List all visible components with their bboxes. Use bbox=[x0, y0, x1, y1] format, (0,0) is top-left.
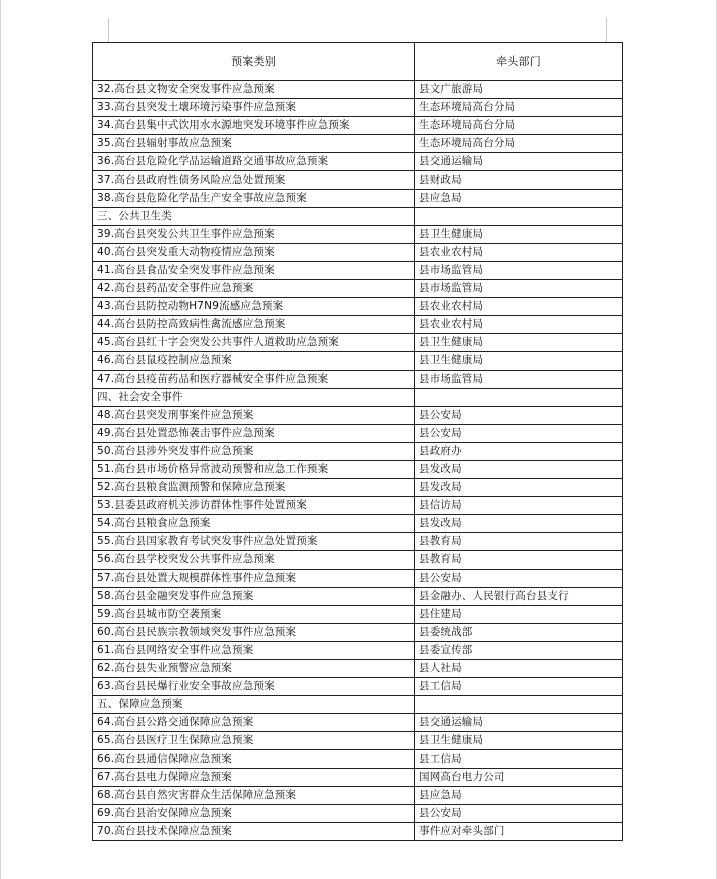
table-row bbox=[93, 370, 623, 388]
plan-name-cell: 49.高台县处置恐怖袭击事件应急预案 bbox=[93, 424, 415, 442]
lead-department-cell: 县教育局 bbox=[415, 551, 623, 569]
plan-name-cell: 61.高台县网络安全事件应急预案 bbox=[93, 641, 415, 659]
emergency-plan-table bbox=[92, 42, 623, 841]
lead-department-cell: 县卫生健康局 bbox=[415, 225, 623, 243]
plan-name-cell: 60.高台县民族宗教领域突发事件应急预案 bbox=[93, 623, 415, 641]
section-title: 五、保障应急预案 bbox=[93, 696, 415, 714]
lead-department-cell: 县工信局 bbox=[415, 678, 623, 696]
lead-department-cell: 县公安局 bbox=[415, 804, 623, 822]
lead-department-cell: 县发改局 bbox=[415, 479, 623, 497]
lead-department-cell: 县工信局 bbox=[415, 750, 623, 768]
table-row bbox=[93, 515, 623, 533]
plan-name-cell: 32.高台县文物安全突发事件应急预案 bbox=[93, 81, 415, 99]
table-row bbox=[93, 225, 623, 243]
lead-department-cell: 县委统战部 bbox=[415, 623, 623, 641]
plan-name-cell: 63.高台县民爆行业安全事故应急预案 bbox=[93, 678, 415, 696]
header-lead-department: 牵头部门 bbox=[415, 43, 623, 81]
plan-name-cell: 58.高台县金融突发事件应急预案 bbox=[93, 587, 415, 605]
plan-name-cell: 51.高台县市场价格异常波动预警和应急工作预案 bbox=[93, 460, 415, 478]
plan-name-cell: 39.高台县突发公共卫生事件应急预案 bbox=[93, 225, 415, 243]
lead-department-cell: 县农业农村局 bbox=[415, 243, 623, 261]
table-row bbox=[93, 714, 623, 732]
header-plan-category: 预案类别 bbox=[93, 43, 415, 81]
lead-department-cell: 县交通运输局 bbox=[415, 153, 623, 171]
plan-name-cell: 47.高台县疫苗药品和医疗器械安全事件应急预案 bbox=[93, 370, 415, 388]
lead-department-cell: 生态环境局高台分局 bbox=[415, 117, 623, 135]
table-body bbox=[93, 81, 623, 841]
table-row bbox=[93, 587, 623, 605]
plan-name-cell: 36.高台县危险化学品运输道路交通事故应急预案 bbox=[93, 153, 415, 171]
lead-department-cell: 县市场监管局 bbox=[415, 280, 623, 298]
lead-department-cell bbox=[415, 696, 623, 714]
lead-department-cell bbox=[415, 388, 623, 406]
table-row bbox=[93, 660, 623, 678]
lead-department-cell: 县农业农村局 bbox=[415, 316, 623, 334]
lead-department-cell: 县应急局 bbox=[415, 189, 623, 207]
table-row bbox=[93, 316, 623, 334]
table-row bbox=[93, 533, 623, 551]
table-row bbox=[93, 261, 623, 279]
table-row bbox=[93, 479, 623, 497]
lead-department-cell: 县发改局 bbox=[415, 515, 623, 533]
plan-name-cell: 43.高台县防控动物H7N9流感应急预案 bbox=[93, 298, 415, 316]
lead-department-cell: 县市场监管局 bbox=[415, 261, 623, 279]
plan-name-cell: 68.高台县自然灾害群众生活保障应急预案 bbox=[93, 786, 415, 804]
plan-name-cell: 34.高台县集中式饮用水水源地突发环境事件应急预案 bbox=[93, 117, 415, 135]
table-row bbox=[93, 460, 623, 478]
lead-department-cell: 生态环境局高台分局 bbox=[415, 135, 623, 153]
plan-name-cell: 33.高台县突发土壤环境污染事件应急预案 bbox=[93, 99, 415, 117]
plan-name-cell: 45.高台县红十字会突发公共事件人道救助应急预案 bbox=[93, 334, 415, 352]
plan-name-cell: 66.高台县通信保障应急预案 bbox=[93, 750, 415, 768]
plan-name-cell: 38.高台县危险化学品生产安全事故应急预案 bbox=[93, 189, 415, 207]
plan-name-cell: 42.高台县药品安全事件应急预案 bbox=[93, 280, 415, 298]
table-row bbox=[93, 768, 623, 786]
plan-name-cell: 37.高台县政府性债务风险应急处置预案 bbox=[93, 171, 415, 189]
plan-name-cell: 67.高台县电力保障应急预案 bbox=[93, 768, 415, 786]
lead-department-cell bbox=[415, 207, 623, 225]
plan-name-cell: 64.高台县公路交通保障应急预案 bbox=[93, 714, 415, 732]
plan-name-cell: 53.县委县政府机关涉访群体性事件处置预案 bbox=[93, 497, 415, 515]
lead-department-cell: 县公安局 bbox=[415, 569, 623, 587]
lead-department-cell: 县农业农村局 bbox=[415, 298, 623, 316]
lead-department-cell: 县卫生健康局 bbox=[415, 334, 623, 352]
lead-department-cell: 县交通运输局 bbox=[415, 714, 623, 732]
lead-department-cell: 县公安局 bbox=[415, 424, 623, 442]
lead-department-cell: 县政府办 bbox=[415, 442, 623, 460]
plan-name-cell: 48.高台县突发刑事案件应急预案 bbox=[93, 406, 415, 424]
lead-department-cell: 县发改局 bbox=[415, 460, 623, 478]
plan-name-cell: 55.高台县国家教育考试突发事件应急处置预案 bbox=[93, 533, 415, 551]
lead-department-cell: 县文广旅游局 bbox=[415, 81, 623, 99]
plan-name-cell: 65.高台县医疗卫生保障应急预案 bbox=[93, 732, 415, 750]
table-row bbox=[93, 641, 623, 659]
lead-department-cell: 县公安局 bbox=[415, 406, 623, 424]
plan-name-cell: 59.高台县城市防空袭预案 bbox=[93, 605, 415, 623]
plan-name-cell: 57.高台县处置大规模群体性事件应急预案 bbox=[93, 569, 415, 587]
section-title: 四、社会安全事件 bbox=[93, 388, 415, 406]
table-row bbox=[93, 442, 623, 460]
table-row bbox=[93, 406, 623, 424]
table-row bbox=[93, 135, 623, 153]
table-row bbox=[93, 280, 623, 298]
table-row bbox=[93, 81, 623, 99]
lead-department-cell: 国网高台电力公司 bbox=[415, 768, 623, 786]
section-row bbox=[93, 696, 623, 714]
lead-department-cell: 县教育局 bbox=[415, 533, 623, 551]
table-row bbox=[93, 750, 623, 768]
plan-name-cell: 50.高台县涉外突发事件应急预案 bbox=[93, 442, 415, 460]
table-row bbox=[93, 786, 623, 804]
plan-name-cell: 35.高台县辐射事故应急预案 bbox=[93, 135, 415, 153]
crop-mark-left bbox=[108, 18, 109, 42]
lead-department-cell: 县应急局 bbox=[415, 786, 623, 804]
plan-name-cell: 40.高台县突发重大动物疫情应急预案 bbox=[93, 243, 415, 261]
plan-name-cell: 54.高台县粮食应急预案 bbox=[93, 515, 415, 533]
table-row bbox=[93, 605, 623, 623]
plan-name-cell: 70.高台县技术保障应急预案 bbox=[93, 822, 415, 840]
lead-department-cell: 县卫生健康局 bbox=[415, 732, 623, 750]
plan-name-cell: 62.高台县失业预警应急预案 bbox=[93, 660, 415, 678]
table-row bbox=[93, 243, 623, 261]
lead-department-cell: 县卫生健康局 bbox=[415, 352, 623, 370]
table-row bbox=[93, 623, 623, 641]
lead-department-cell: 县住建局 bbox=[415, 605, 623, 623]
table-row bbox=[93, 497, 623, 515]
table-row bbox=[93, 99, 623, 117]
table-row bbox=[93, 298, 623, 316]
table-header-row bbox=[93, 43, 623, 81]
plan-name-cell: 41.高台县食品安全突发事件应急预案 bbox=[93, 261, 415, 279]
table-row bbox=[93, 153, 623, 171]
table-row bbox=[93, 189, 623, 207]
section-row bbox=[93, 207, 623, 225]
table-row bbox=[93, 171, 623, 189]
section-title: 三、公共卫生类 bbox=[93, 207, 415, 225]
table-row bbox=[93, 334, 623, 352]
crop-mark-right bbox=[606, 18, 607, 42]
table-row bbox=[93, 117, 623, 135]
table-row bbox=[93, 804, 623, 822]
lead-department-cell: 县财政局 bbox=[415, 171, 623, 189]
table-row bbox=[93, 551, 623, 569]
lead-department-cell: 生态环境局高台分局 bbox=[415, 99, 623, 117]
plan-name-cell: 56.高台县学校突发公共事件应急预案 bbox=[93, 551, 415, 569]
table-row bbox=[93, 352, 623, 370]
lead-department-cell: 县人社局 bbox=[415, 660, 623, 678]
section-row bbox=[93, 388, 623, 406]
plan-name-cell: 44.高台县防控高致病性禽流感应急预案 bbox=[93, 316, 415, 334]
lead-department-cell: 县市场监管局 bbox=[415, 370, 623, 388]
table-row bbox=[93, 424, 623, 442]
table-row bbox=[93, 822, 623, 840]
plan-name-cell: 69.高台县治安保障应急预案 bbox=[93, 804, 415, 822]
table-row bbox=[93, 569, 623, 587]
page-edge-left bbox=[0, 0, 1, 879]
lead-department-cell: 县信访局 bbox=[415, 497, 623, 515]
plan-name-cell: 52.高台县粮食监测预警和保障应急预案 bbox=[93, 479, 415, 497]
lead-department-cell: 事件应对牵头部门 bbox=[415, 822, 623, 840]
plan-name-cell: 46.高台县鼠疫控制应急预案 bbox=[93, 352, 415, 370]
table-row bbox=[93, 732, 623, 750]
table-row bbox=[93, 678, 623, 696]
lead-department-cell: 县委宣传部 bbox=[415, 641, 623, 659]
lead-department-cell: 县金融办、人民银行高台县支行 bbox=[415, 587, 623, 605]
